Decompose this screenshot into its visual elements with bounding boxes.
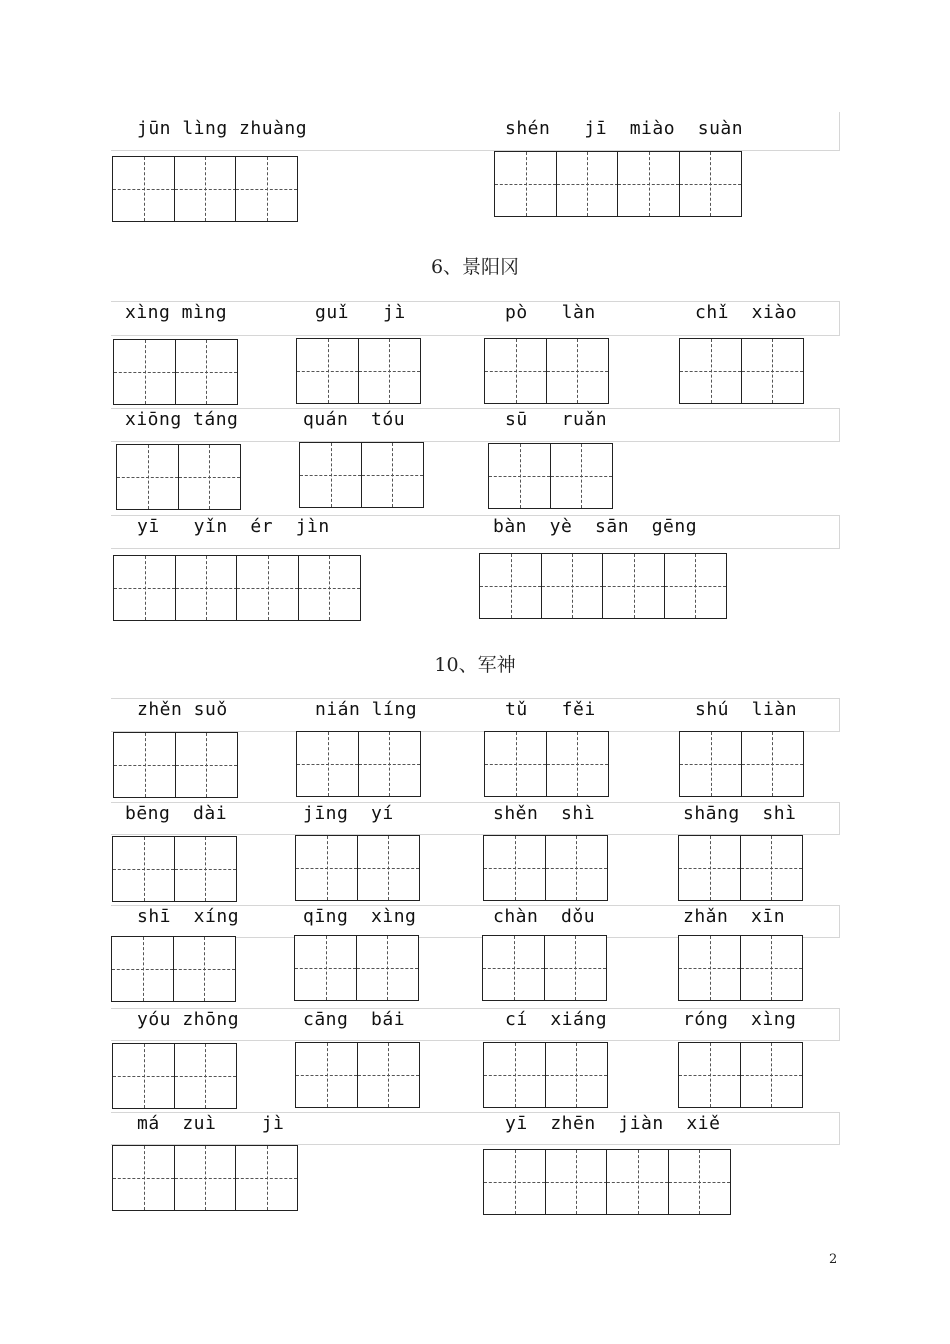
writing-cell[interactable] <box>488 443 551 509</box>
writing-cell[interactable] <box>479 553 542 619</box>
writing-cell[interactable] <box>116 444 179 510</box>
writing-boxes-shen-ji-miao-suan[interactable] <box>494 151 740 217</box>
writing-boxes-shi-xing[interactable] <box>111 936 234 1002</box>
writing-boxes-shu-lian[interactable] <box>679 731 802 797</box>
writing-cell[interactable] <box>483 835 546 901</box>
writing-boxes-ma-zui-ji[interactable] <box>112 1145 297 1211</box>
writing-cell[interactable] <box>112 836 175 902</box>
pinyin-rong-xing: róng xìng <box>683 1009 797 1030</box>
writing-cell[interactable] <box>678 935 741 1001</box>
pinyin-chi-xiao: chǐ xiào <box>695 302 798 323</box>
writing-cell[interactable] <box>358 731 421 797</box>
writing-cell[interactable] <box>111 936 174 1002</box>
writing-cell[interactable] <box>679 731 742 797</box>
pinyin-jun-ling-zhuang: jūn lìng zhuàng <box>137 118 308 139</box>
pinyin-gui-ji: guǐ jì <box>315 302 406 323</box>
writing-cell[interactable] <box>541 553 604 619</box>
writing-cell[interactable] <box>484 731 547 797</box>
pinyin-ma-zui-ji: má zuì jì <box>137 1113 285 1134</box>
writing-cell[interactable] <box>235 156 298 222</box>
pinyin-shen-ji-miao-suan: shén jī miào suàn <box>505 118 744 139</box>
pinyin-zhen-suo: zhěn suǒ <box>137 699 228 720</box>
writing-cell[interactable] <box>175 555 238 621</box>
writing-boxes-po-lan[interactable] <box>484 338 607 404</box>
writing-boxes-nian-ling[interactable] <box>296 731 419 797</box>
writing-cell[interactable] <box>482 935 545 1001</box>
writing-cell[interactable] <box>606 1149 669 1215</box>
writing-cell[interactable] <box>112 1043 175 1109</box>
writing-cell[interactable] <box>556 151 619 217</box>
writing-cell[interactable] <box>664 553 727 619</box>
pinyin-xing-ming: xìng mìng <box>125 302 228 323</box>
writing-cell[interactable] <box>740 1042 803 1108</box>
writing-boxes-yi-zhen-jian-xie[interactable] <box>483 1149 729 1215</box>
writing-cell[interactable] <box>546 338 609 404</box>
writing-cell[interactable] <box>484 338 547 404</box>
writing-cell[interactable] <box>296 731 359 797</box>
writing-boxes-jing-yi[interactable] <box>295 835 418 901</box>
writing-cell[interactable] <box>296 338 359 404</box>
writing-cell[interactable] <box>545 835 608 901</box>
writing-cell[interactable] <box>295 835 358 901</box>
pinyin-po-lan: pò làn <box>505 302 596 323</box>
writing-cell[interactable] <box>483 1149 546 1215</box>
pinyin-shang-shi: shāng shì <box>683 803 797 824</box>
pinyin-qing-xing: qīng xìng <box>303 906 417 927</box>
writing-boxes-chan-dou[interactable] <box>482 935 605 1001</box>
writing-boxes-chi-xiao[interactable] <box>679 338 802 404</box>
writing-cell[interactable] <box>740 835 803 901</box>
pinyin-zhan-xin: zhǎn xīn <box>683 906 786 927</box>
pinyin-su-ruan: sū ruǎn <box>505 409 608 430</box>
writing-boxes-shang-shi[interactable] <box>678 835 801 901</box>
writing-cell[interactable] <box>178 444 241 510</box>
writing-cell[interactable] <box>740 935 803 1001</box>
pinyin-yi-yin-er-jin: yī yǐn ér jìn <box>137 516 330 537</box>
writing-boxes-beng-dai[interactable] <box>112 836 235 902</box>
pinyin-chan-dou: chàn dǒu <box>493 906 596 927</box>
pinyin-shen-shi: shěn shì <box>493 803 596 824</box>
page-number: 2 <box>829 1252 838 1267</box>
writing-cell[interactable] <box>173 936 236 1002</box>
writing-boxes-gui-ji[interactable] <box>296 338 419 404</box>
writing-cell[interactable] <box>113 555 176 621</box>
writing-boxes-su-ruan[interactable] <box>488 443 611 509</box>
writing-cell[interactable] <box>236 555 299 621</box>
pinyin-ci-xiang: cí xiáng <box>505 1009 608 1030</box>
writing-cell[interactable] <box>545 1042 608 1108</box>
writing-cell[interactable] <box>113 732 176 798</box>
writing-cell[interactable] <box>298 555 361 621</box>
writing-boxes-qing-xing[interactable] <box>294 935 417 1001</box>
writing-cell[interactable] <box>174 1145 237 1211</box>
writing-boxes-quan-tou[interactable] <box>299 442 422 508</box>
writing-cell[interactable] <box>357 835 420 901</box>
pinyin-jing-yi: jīng yí <box>303 803 394 824</box>
writing-cell[interactable] <box>174 1043 237 1109</box>
pinyin-quan-tou: quán tóu <box>303 409 406 430</box>
writing-cell[interactable] <box>679 151 742 217</box>
pinyin-beng-dai: bēng dài <box>125 803 228 824</box>
writing-cell[interactable] <box>678 835 741 901</box>
writing-boxes-yi-yin-er-jin[interactable] <box>113 555 359 621</box>
writing-boxes-zhan-xin[interactable] <box>678 935 801 1001</box>
writing-cell[interactable] <box>546 731 609 797</box>
writing-cell[interactable] <box>544 935 607 1001</box>
writing-cell[interactable] <box>668 1149 731 1215</box>
writing-cell[interactable] <box>357 1042 420 1108</box>
writing-cell[interactable] <box>550 443 613 509</box>
writing-cell[interactable] <box>494 151 557 217</box>
writing-cell[interactable] <box>602 553 665 619</box>
writing-cell[interactable] <box>361 442 424 508</box>
writing-cell[interactable] <box>295 1042 358 1108</box>
writing-cell[interactable] <box>235 1145 298 1211</box>
writing-boxes-xiong-tang[interactable] <box>116 444 239 510</box>
writing-cell[interactable] <box>175 732 238 798</box>
pinyin-shi-xing: shī xíng <box>137 906 240 927</box>
writing-boxes-you-zhong[interactable] <box>112 1043 235 1109</box>
writing-cell[interactable] <box>174 836 237 902</box>
section-title-junshen: 10、军神 <box>434 654 516 676</box>
writing-cell[interactable] <box>545 1149 608 1215</box>
writing-cell[interactable] <box>113 339 176 405</box>
writing-boxes-tu-fei[interactable] <box>484 731 607 797</box>
writing-cell[interactable] <box>112 156 175 222</box>
writing-boxes-xing-ming[interactable] <box>113 339 236 405</box>
section-title-jingyanggang: 6、景阳冈 <box>430 256 520 278</box>
writing-boxes-jun-ling-zhuang[interactable] <box>112 156 297 222</box>
pinyin-yi-zhen-jian-xie: yī zhēn jiàn xiě <box>505 1113 721 1134</box>
writing-cell[interactable] <box>617 151 680 217</box>
pinyin-cang-bai: cāng bái <box>303 1009 406 1030</box>
pinyin-shu-lian: shú liàn <box>695 699 798 720</box>
pinyin-ban-ye-san-geng: bàn yè sān gēng <box>493 516 698 537</box>
writing-cell[interactable] <box>356 935 419 1001</box>
writing-cell[interactable] <box>483 1042 546 1108</box>
writing-cell[interactable] <box>175 339 238 405</box>
pinyin-tu-fei: tǔ fěi <box>505 699 596 720</box>
writing-boxes-ci-xiang[interactable] <box>483 1042 606 1108</box>
writing-boxes-zhen-suo[interactable] <box>113 732 236 798</box>
writing-boxes-ban-ye-san-geng[interactable] <box>479 553 725 619</box>
writing-boxes-rong-xing[interactable] <box>678 1042 801 1108</box>
writing-cell[interactable] <box>741 731 804 797</box>
writing-cell[interactable] <box>299 442 362 508</box>
writing-cell[interactable] <box>112 1145 175 1211</box>
pinyin-xiong-tang: xiōng táng <box>125 409 239 430</box>
writing-cell[interactable] <box>679 338 742 404</box>
writing-cell[interactable] <box>174 156 237 222</box>
writing-cell[interactable] <box>358 338 421 404</box>
writing-cell[interactable] <box>678 1042 741 1108</box>
writing-boxes-cang-bai[interactable] <box>295 1042 418 1108</box>
writing-boxes-shen-shi[interactable] <box>483 835 606 901</box>
writing-cell[interactable] <box>294 935 357 1001</box>
pinyin-nian-ling: nián líng <box>315 699 418 720</box>
writing-cell[interactable] <box>741 338 804 404</box>
pinyin-you-zhong: yóu zhōng <box>137 1009 240 1030</box>
